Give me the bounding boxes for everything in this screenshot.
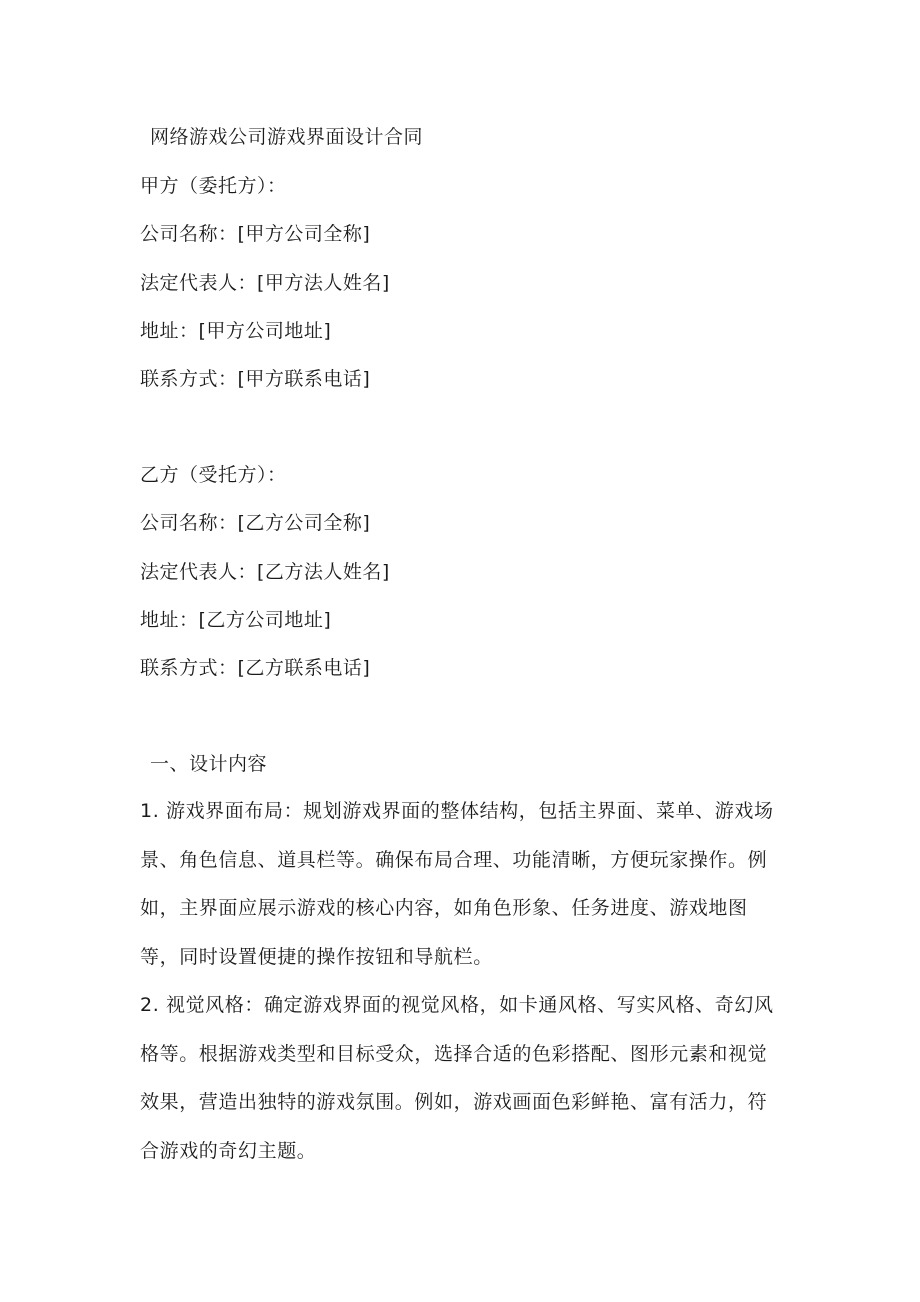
section-item-layout: 1. 游戏界面布局：规划游戏界面的整体结构，包括主界面、菜单、游戏场景、角色信息、道具栏等。确保布局合理、功能清晰，方便玩家操作。例如，主界面应展示游戏的核心内容，如角色形象、任务进度、游戏地图等，同时设置便捷的操作按钮和导航栏。: [140, 800, 774, 968]
party-b-representative: 法定代表人：[乙方法人姓名]: [140, 561, 390, 583]
section-item-visual-style: 2. 视觉风格：确定游戏界面的视觉风格，如卡通风格、写实风格、奇幻风格等。根据游戏类型和目标受众，选择合适的色彩搭配、图形元素和视觉效果，营造出独特的游戏氛围。例如，游戏画面色彩鲜艳、富有活力，符合游戏的奇幻主题。: [140, 994, 774, 1162]
party-a-heading: 甲方（委托方）：: [140, 175, 287, 197]
party-a-address: 地址：[甲方公司地址]: [140, 320, 332, 342]
party-b-company: 公司名称：[乙方公司全称]: [140, 512, 371, 534]
party-b-contact: 联系方式：[乙方联系电话]: [140, 657, 371, 679]
party-a-representative: 法定代表人：[甲方法人姓名]: [140, 272, 390, 294]
party-b-address: 地址：[乙方公司地址]: [140, 609, 332, 631]
section-heading: 一、设计内容: [150, 753, 268, 775]
document-title: 网络游戏公司游戏界面设计合同: [150, 126, 424, 148]
party-a-contact: 联系方式：[甲方联系电话]: [140, 368, 371, 390]
party-b-heading: 乙方（受托方）：: [140, 464, 287, 486]
party-a-company: 公司名称：[甲方公司全称]: [140, 223, 371, 245]
